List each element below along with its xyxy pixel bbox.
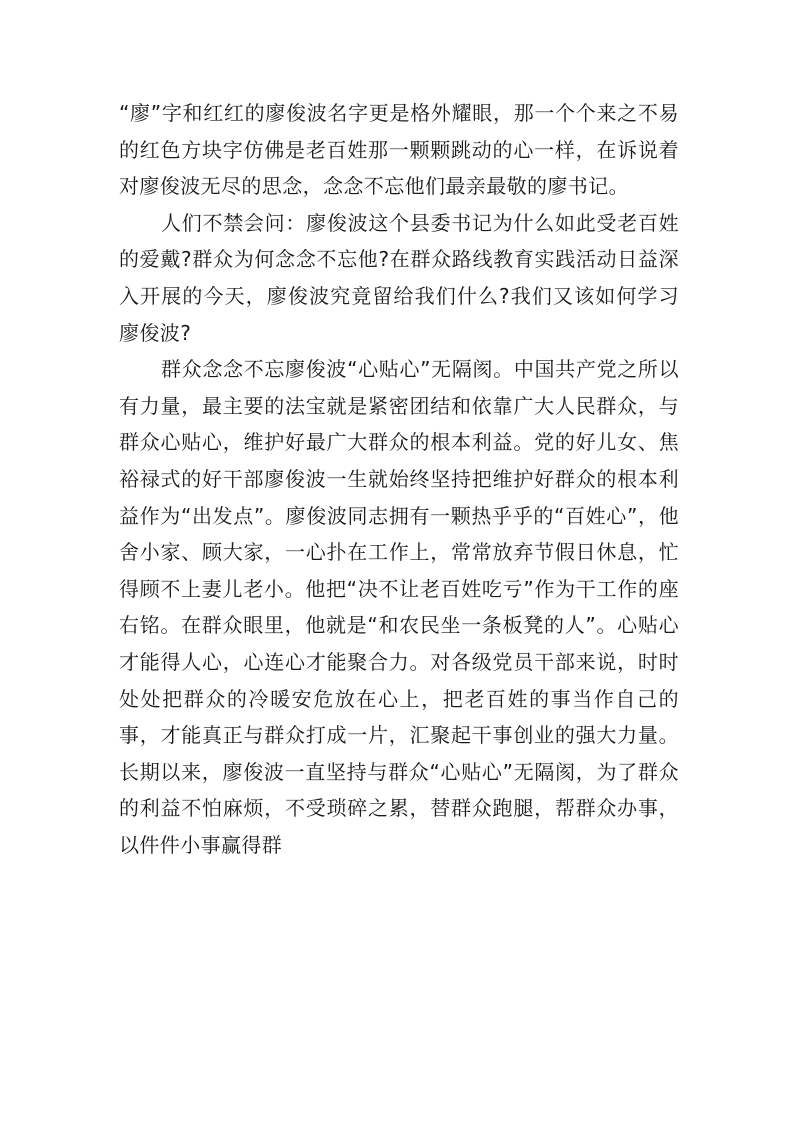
document-body	[119, 95, 679, 863]
paragraph-1: “廖”字和红红的廖俊波名字更是格外耀眼，那一个个来之不易的红色方块字仿佛是老百姓那一颗颗跳动的心一样，在诉说着对廖俊波无尽的思念，念念不忘他们最亲最敬的廖书记。	[119, 101, 679, 199]
paragraph-3: 群众念念不忘廖俊波“心贴心”无隔阂。中国共产党之所以有力量，最主要的法宝就是紧密团结和依靠广大人民群众，与群众心贴心，维护好最广大群众的根本利益。党的好儿女、焦裕禄式的好干部廖俊波一生就始终坚持把维护好群众的根本利益作为“出发点”。廖俊波同志拥有一颗热乎乎的“百姓心”，他舍小家、顾大家，一心扑在工作上，常常放弃节假日休息，忙得顾不上妻儿老小。他把“决不让老百姓吃亏”作为干工作的座右铭。在群众眼里，他就是“和农民坐一条板凳的人”。心贴心才能得人心，心连心才能聚合力。对各级党员干部来说，时时处处把群众的冷暖安危放在心上，把老百姓的事当作自己的事，才能真正与群众打成一片，汇聚起干事创业的强大力量。长期以来，廖俊波一直坚持与群众“心贴心”无隔阂，为了群众的利益不怕麻烦，不受琐碎之累，替群众跑腿，帮群众办事，以件件小事赢得群	[119, 357, 679, 857]
paragraph-2: 人们不禁会问：廖俊波这个县委书记为什么如此受老百姓的爱戴?群众为何念念不忘他?在群众路线教育实践活动日益深入开展的今天，廖俊波究竟留给我们什么?我们又该如何学习廖俊波?	[119, 210, 679, 345]
